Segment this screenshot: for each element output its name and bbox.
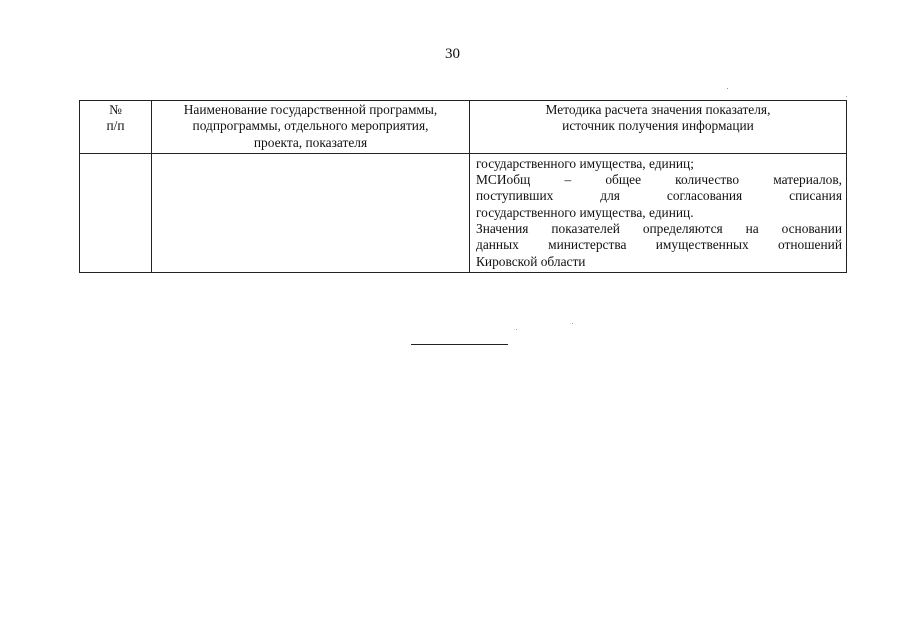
header-number-line: п/п [106, 118, 125, 134]
header-name-line: проекта, показателя [253, 134, 368, 150]
header-number [80, 101, 152, 154]
header-number-line: № [109, 102, 122, 117]
table-header-row [80, 101, 847, 154]
scan-speck [846, 96, 847, 97]
method-line: МСИобщ – общее количество материалов, [476, 172, 842, 188]
method-line: государственного имущества, единиц. [476, 204, 694, 220]
method-line: Кировской области [476, 253, 586, 269]
scan-speck [727, 88, 728, 89]
method-line: поступивших для согласования списания [476, 188, 842, 204]
header-method [470, 101, 847, 154]
method-line: государственного имущества, единиц; [476, 155, 694, 171]
header-name-line: подпрограммы, отдельного мероприятия, [192, 118, 429, 134]
header-name-line: Наименование государственной программы, [183, 102, 438, 117]
closing-rule [411, 344, 508, 345]
table-row [80, 153, 847, 272]
row-number-cell [80, 153, 152, 272]
method-line: Значения показателей определяются на основании [476, 221, 842, 237]
header-method-line: источник получения информации [562, 118, 754, 134]
row-name-cell [152, 153, 470, 272]
page-number: 30 [445, 46, 460, 62]
scan-speck [516, 329, 517, 330]
header-name [152, 101, 470, 154]
scan-speck [572, 323, 573, 324]
header-method-line: Методика расчета значения показателя, [545, 102, 771, 117]
row-method-cell [470, 153, 847, 272]
methodology-table [79, 100, 847, 273]
method-line: данных министерства имущественных отношений [476, 237, 842, 253]
